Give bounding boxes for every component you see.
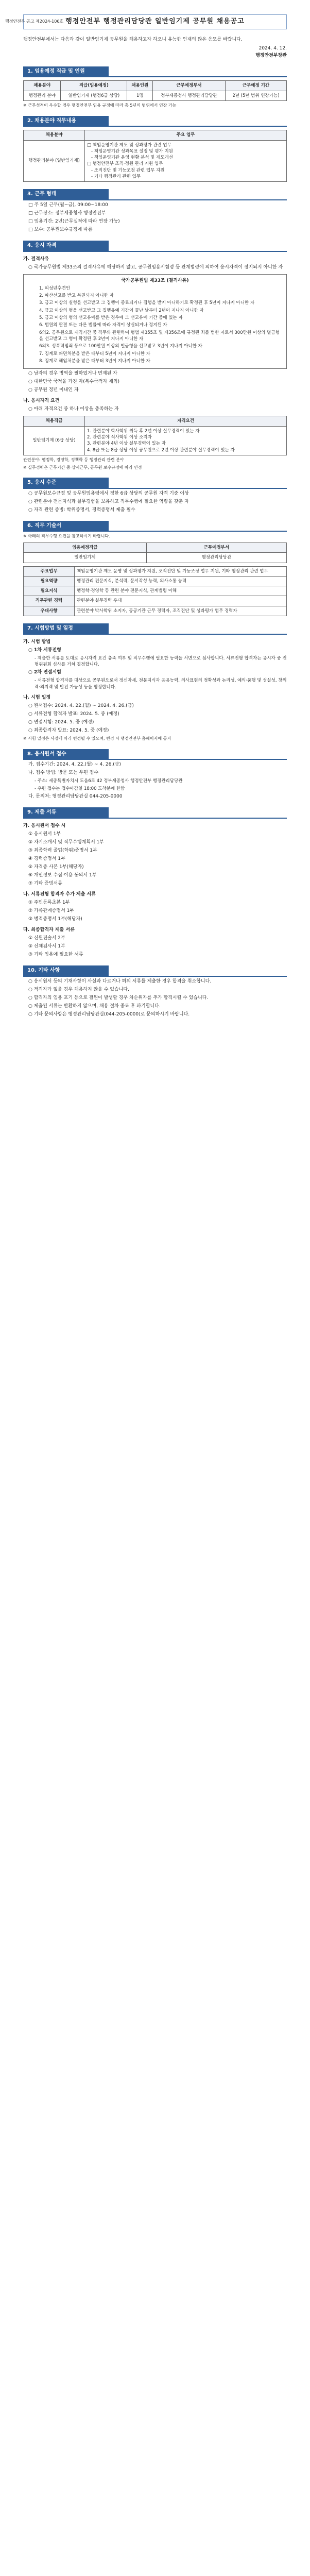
list-item: ⑤ 자격증 사본 1부(해당자): [28, 864, 84, 870]
table-row: [24, 596, 287, 606]
list-item: 3. 관련분야 4년 이상 실무경력이 있는 자: [87, 441, 166, 447]
paragraph: ○ 아래 자격요건 중 하나 이상을 충족하는 자: [28, 406, 119, 412]
cell: 관련분야 박사학위 소지자, 공공기관 근무 경력자, 조직진단 및 성과평가 업무 경력자: [75, 606, 287, 616]
section-10: [23, 965, 287, 1018]
list-item: ③ 기타 임용에 필요한 서류: [28, 952, 83, 958]
list-item: ② 신체검사서 1부: [28, 944, 65, 950]
note: 관련분야: 행정학, 경영학, 정책학 등 행정관리 관련 분야: [23, 457, 124, 462]
table-row: [24, 140, 287, 182]
cell: 1명: [127, 91, 153, 100]
row-head: 우대사항: [24, 606, 75, 616]
row-head: 필요역량: [24, 576, 75, 586]
list-item: □ 행정안전부 조직·정원 관리 지원 업무: [87, 161, 163, 167]
cell: 행정관리분야 (일반임기제): [24, 140, 85, 182]
list-item: ○ 자격 관련 증빙: 학위증명서, 경력증명서 제출 필수: [28, 507, 135, 513]
paragraph: ○ 2차 면접시험: [28, 670, 61, 675]
notice-page: [0, 14, 310, 2576]
cell: 행정관리담당관: [146, 553, 286, 563]
list-item: ① 신원진술서 2부: [28, 936, 65, 941]
list-item: - 우편 접수는 접수마감일 18:00 도착분에 한함: [35, 786, 125, 791]
list-item: 가. 접수기간: 2024. 4. 22.(월) ~ 4. 26.(금): [28, 762, 121, 768]
subheading: 가. 결격사유: [23, 256, 49, 262]
list-item: 4. 금고 이상의 형을 선고받고 그 집행유예 기간이 끝난 날부터 2년이 지나지 아니한 자: [39, 308, 204, 313]
table-row: [24, 606, 287, 616]
table-row: [24, 566, 287, 576]
table-row: [24, 576, 287, 586]
list-item: ○ 서류전형 합격자 발표: 2024. 5. 중 (예정): [28, 711, 119, 717]
signature: [23, 45, 287, 59]
section-3-head: 3. 근무 형태: [23, 189, 109, 200]
list-item: 다. 문의처: 행정관리담당관실 044-205-0000: [28, 794, 123, 799]
cell: [85, 140, 287, 182]
note: ※ 시험 일정은 사정에 따라 변경될 수 있으며, 변경 시 행정안전부 홈페이지에 공지: [23, 736, 171, 741]
table-row: [24, 91, 287, 100]
list-item: □ 보수: 공무원보수규정에 따름: [28, 227, 93, 233]
cell: 2년 (5년 범위 연장가능): [225, 91, 286, 100]
list-item: ○ 원서접수: 2024. 4. 22.(월) ~ 2024. 4. 26.(금): [28, 703, 134, 708]
list-item: □ 임용기간: 2년(근무실적에 따라 연장 가능): [28, 218, 120, 224]
divider: [23, 126, 287, 127]
cell: 일반임기제: [24, 553, 147, 563]
list-item: 7. 징계로 파면처분을 받은 때부터 5년이 지나지 아니한 자: [39, 351, 150, 357]
divider: [23, 634, 287, 635]
list-item: ③ 병적증명서 1부(해당자): [28, 917, 82, 922]
section-9: [23, 807, 287, 958]
cell: 행정학·경영학 등 관련 분야 전문지식, 관계법령 이해: [75, 586, 287, 596]
paragraph: - 제출한 서류를 토대로 응시자격 요건 충족 여부 및 직무수행에 필요한 능력을 서면으로 심사합니다. 서류전형 합격자는 응시자 중 전형위원회 심사를 거쳐 결정합니다.: [35, 655, 287, 667]
cell: 책임운영기관 제도 운영 및 성과평가 지원, 조직진단 및 기능조정 업무 지원, 기타 행정관리 관련 업무: [75, 566, 287, 576]
box-title: 국가공무원법 제33조 (결격사유): [121, 278, 189, 283]
list-item: ○ 합격자의 임용 포기 등으로 결원이 발생할 경우 차순위자를 추가 합격시킬 수 있습니다.: [28, 995, 209, 1001]
cell: 일반임기제 (6급 상당): [24, 426, 85, 455]
list-item: ○ 관련분야 전문지식과 실무경험을 보유하고 직무수행에 필요한 역량을 갖춘 자: [28, 499, 189, 504]
section-7: [23, 623, 287, 742]
list-item: 6의2. 공무원으로 재직기간 중 직무와 관련하여 형법 제355조 및 제356조에 규정된 죄를 범한 자로서 300만원 이상의 벌금형을 선고받고 그 형이 확정된 후 2년이 지나지 아니한 자: [39, 330, 280, 342]
col-head: 채용직급: [24, 416, 85, 426]
list-item: 6의3. 성폭력범죄 등으로 100만원 이상의 벌금형을 선고받고 3년이 지나지 아니한 자: [39, 344, 202, 349]
list-item: 2. 파산선고를 받고 복권되지 아니한 자: [39, 293, 114, 299]
col-head: 임용예정직급: [24, 543, 147, 552]
intro-text: 행정안전부에서는 다음과 같이 일반임기제 공무원을 채용하고자 하오니 유능한 인재의 많은 응모를 바랍니다.: [23, 37, 243, 42]
list-item: 1. 관련분야 학사학위 취득 후 2년 이상 실무경력이 있는 자: [87, 428, 200, 434]
section-6-head: 6. 직무 기술서: [23, 521, 109, 532]
list-item: ⑥ 개인정보 수집·이용 동의서 1부: [28, 872, 97, 878]
list-item: ⑦ 기타 증빙서류: [28, 880, 62, 886]
section-10-head: 10. 기타 사항: [23, 965, 109, 976]
list-item: - 책임운영기관 성과목표 설정 및 평가 지원: [91, 148, 173, 154]
row-head: 주요업무: [24, 566, 75, 576]
cell: 일반임기제 (행정6급 상당): [61, 91, 127, 100]
list-item: 5. 금고 이상의 형의 선고유예를 받은 경우에 그 선고유예 기간 중에 있는 자: [39, 315, 183, 320]
paragraph: ○ 1차 서류전형: [28, 647, 61, 653]
paragraph: ○ 국가공무원법 제33조의 결격사유에 해당하지 않고, 공무원임용시험령 등 관계법령에 의하여 응시자격이 정지되지 아니한 자: [28, 264, 283, 270]
list-item: ① 응시원서 1부: [28, 831, 61, 837]
list-item: ○ 기타 문의사항은 행정관리담당관실(044-205-0000)로 문의하시기 바랍니다.: [28, 1011, 190, 1017]
col-head: 채용인원: [127, 81, 153, 91]
cell: [85, 426, 287, 455]
list-item: ○ 응시원서 등의 기재사항이 사실과 다르거나 허위 서류를 제출한 경우 합격을 취소합니다.: [28, 978, 212, 984]
section-1-head: 1. 임용예정 직급 및 인원: [23, 66, 109, 77]
subheading: 나. 시험 일정: [23, 694, 51, 700]
subheading: 나. 서류전형 합격자 추가 제출 서류: [23, 891, 96, 897]
divider: [23, 199, 287, 200]
list-item: ○ 면접시험: 2024. 5. 중 (예정): [28, 720, 94, 725]
table-row: [24, 586, 287, 596]
note: ※ 근무성적이 우수할 경우 행정안전부 임용 규정에 따라 총 5년의 범위에서 연장 가능: [23, 103, 177, 108]
paragraph: - 서류전형 합격자를 대상으로 공무원으로서 정신자세, 전문지식과 응용능력, 의사표현의 정확성과 논리성, 예의·품행 및 성실성, 창의력·의지력 및 발전 가능성 등을 평정합니다.: [35, 678, 287, 690]
section-8: [23, 749, 287, 800]
list-item: 2. 관련분야 석사학위 이상 소지자: [87, 435, 152, 440]
paragraph: ○ 대한민국 국적을 가진 자(복수국적자 제외): [28, 379, 119, 385]
divider: [23, 76, 287, 77]
list-item: ○ 최종합격자 발표: 2024. 5. 중 (예정): [28, 728, 109, 734]
section-5-head: 5. 응시 수준: [23, 478, 109, 488]
col-head: 근무예정 기간: [225, 81, 286, 91]
list-item: ○ 공무원보수규정 및 공무원임용령에서 정한 6급 상당의 공무원 자격 기준 이상: [28, 490, 189, 496]
list-item: 6. 법원의 판결 또는 다른 법률에 따라 자격이 상실되거나 정지된 자: [39, 323, 167, 328]
list-item: - 주소: 세종특별자치시 도움6로 42 정부세종청사 행정안전부 행정관리담당관: [35, 778, 183, 784]
list-item: ② 가족관계증명서 1부: [28, 908, 75, 914]
section-2: [23, 116, 287, 182]
row-head: 직무관련 경력: [24, 596, 75, 606]
disqualification-box: [23, 274, 287, 369]
col-head: 채용분야: [24, 81, 61, 91]
qualification-table: [23, 416, 287, 455]
divider: [23, 976, 287, 977]
col-head: 근무예정부서: [153, 81, 226, 91]
divider: [23, 531, 287, 532]
list-item: ② 자기소개서 및 직무수행계획서 1부: [28, 839, 104, 845]
list-item: - 조직진단 및 기능조정 관련 업무 지원: [91, 167, 165, 173]
job-desc-table: [23, 543, 287, 563]
section-8-head: 8. 응시원서 접수: [23, 749, 109, 760]
notice-number: 행정안전부 공고 제2024-106호: [5, 19, 64, 24]
section-4: [23, 241, 287, 470]
cell: 행정관리 전문지식, 분석력, 문서작성 능력, 의사소통 능력: [75, 576, 287, 586]
list-item: 4. 8급 또는 8급 상당 이상 공무원으로 2년 이상 관련분야 실무경력이 있는 자: [87, 447, 235, 453]
list-item: ① 주민등록초본 1부: [28, 900, 70, 905]
cell: 관련분야 실무경력 우대: [75, 596, 287, 606]
sig-org: 행정안전부장관: [255, 53, 287, 58]
list-item: 8. 징계로 해임처분을 받은 때부터 3년이 지나지 아니한 자: [39, 358, 150, 364]
list-item: ④ 경력증명서 1부: [28, 856, 65, 861]
table-row: [24, 553, 287, 563]
divider: [23, 488, 287, 489]
section-6: [23, 521, 287, 616]
list-item: 나. 접수 방법: 방문 또는 우편 접수: [28, 770, 99, 776]
section-9-head: 9. 제출 서류: [23, 807, 109, 818]
section-5: [23, 478, 287, 514]
subheading: 가. 응시원서 접수 시: [23, 823, 66, 828]
subheading: 가. 시험 방법: [23, 639, 51, 645]
list-item: ③ 최종학력 졸업(학위)증명서 1부: [28, 848, 97, 853]
table-row: [24, 426, 287, 455]
duty-table: [23, 130, 287, 182]
section-4-head: 4. 응시 자격: [23, 241, 109, 251]
sig-date: 2024. 4. 12.: [259, 45, 287, 51]
section-3: [23, 189, 287, 233]
section-2-head: 2. 채용분야 직무내용: [23, 116, 109, 127]
list-item: 3. 금고 이상의 실형을 선고받고 그 집행이 종료되거나 집행을 받지 아니하기로 확정된 후 5년이 지나지 아니한 자: [39, 300, 255, 306]
job-detail-table: [23, 566, 287, 617]
note: ※ 아래의 직무수행 요건을 참고하시기 바랍니다.: [23, 534, 110, 539]
list-item: □ 근무장소: 정부세종청사 행정안전부: [28, 210, 106, 216]
col-head: 채용분야: [24, 130, 85, 140]
list-item: ○ 적격자가 없을 경우 채용하지 않을 수 있습니다.: [28, 987, 129, 992]
divider: [23, 818, 287, 819]
list-item: □ 책임운영기관 제도 및 성과평가 관련 업무: [87, 142, 171, 148]
section-7-head: 7. 시험방법 및 일정: [23, 623, 109, 634]
list-item: - 기타 행정관리 관련 업무: [91, 174, 141, 180]
row-head: 필요지식: [24, 586, 75, 596]
list-item: □ 주 5일 근무(월~금), 09:00~18:00: [28, 202, 108, 208]
position-table: [23, 80, 287, 101]
note: ※ 실무경력은 근무기간 중 상시근무, 공무원 보수규정에 따라 인정: [23, 465, 142, 470]
col-head: 자격요건: [85, 416, 287, 426]
divider: [23, 251, 287, 252]
col-head: 주요 업무: [85, 130, 287, 140]
list-item: ○ 제출된 서류는 반환하지 않으며, 채용 절차 종료 후 파기합니다.: [28, 1003, 161, 1009]
cell: 정부세종청사 행정관리담당관: [153, 91, 226, 100]
page-title: 행정안전부 행정관리담당관 일반임기제 공무원 채용공고: [65, 18, 245, 25]
paragraph: ○ 공무원 정년 이내인 자: [28, 387, 79, 393]
cell: 행정관리 분야: [24, 91, 61, 100]
list-item: - 책임운영기관 운영 현황 분석 및 제도개선: [91, 155, 173, 161]
section-1: [23, 66, 287, 109]
subheading: 나. 응시자격 요건: [23, 398, 60, 404]
divider: [23, 759, 287, 760]
col-head: 직급(임용예정): [61, 81, 127, 91]
paragraph: ○ 남자의 경우 병역을 필하였거나 면제된 자: [28, 371, 117, 377]
list-item: 1. 피성년후견인: [39, 285, 71, 291]
col-head: 근무예정부서: [146, 543, 286, 552]
subheading: 다. 최종합격자 제출 서류: [23, 927, 75, 933]
